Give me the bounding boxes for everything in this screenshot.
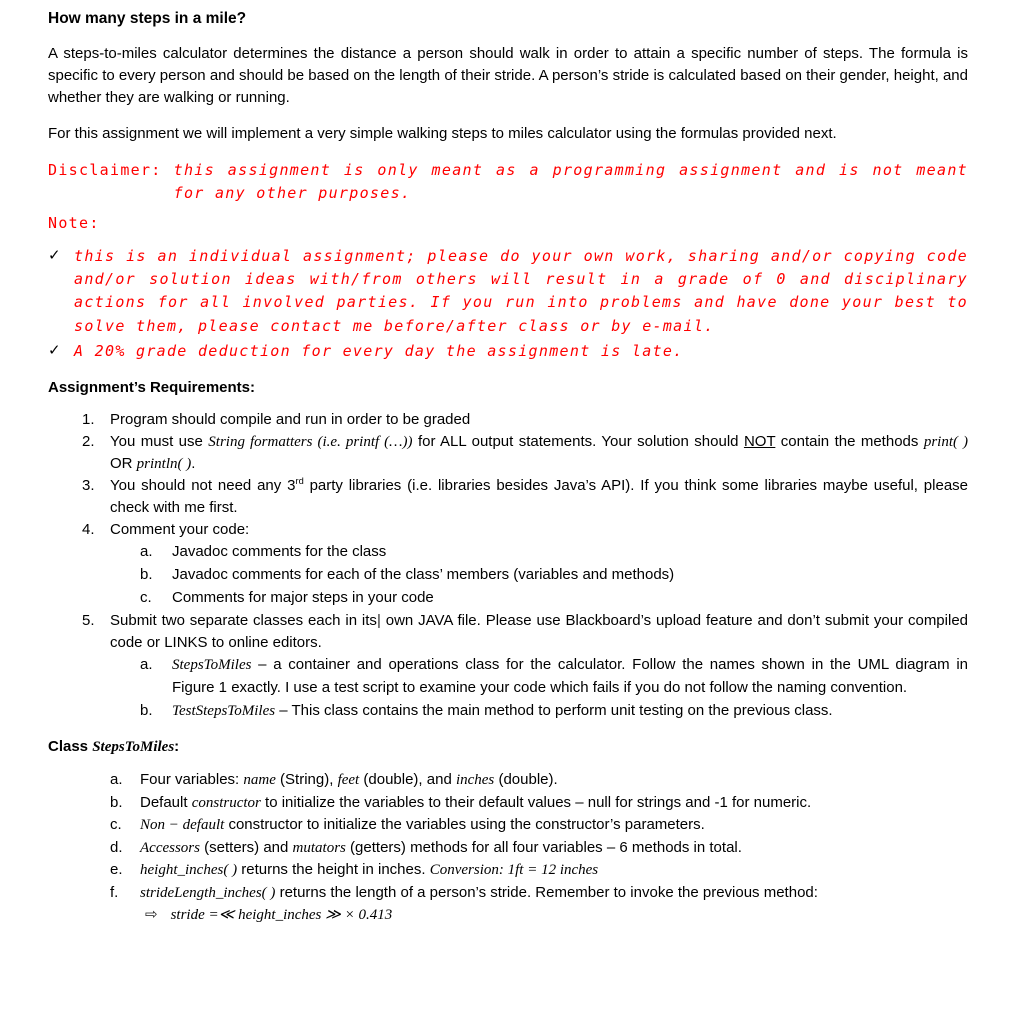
numbered-item: [82, 431, 968, 475]
sub-text: TestStepsToMiles – This class contains the main method to perform unit testing on the previous class.: [172, 701, 833, 719]
disclaimer-label: Disclaimer:: [48, 161, 162, 180]
class-item: [110, 882, 968, 905]
requirements-list: [48, 409, 968, 722]
note-item: [48, 245, 968, 338]
class-item-letter: e.: [110, 861, 123, 879]
sub-item: [140, 541, 968, 564]
class-item-text: height_inches( ) returns the height in inches. Conversion: 1ft = 12 inches: [140, 861, 599, 879]
sub-item: [140, 654, 968, 700]
class-item-letter: d.: [110, 838, 123, 856]
sub-text: StepsToMiles – a container and operations class for the calculator. Follow the names shown in the UML diagram in Figure 1 exactly. I use a test script to examine your code which fails if you do not follow the naming convention.: [172, 655, 968, 696]
numbered-item: [82, 519, 968, 541]
class-item: [110, 814, 968, 837]
class-item: [110, 859, 968, 882]
numbered-item: [82, 409, 968, 431]
class-item-text: Four variables: name (String), feet (double), and inches (double).: [140, 771, 558, 789]
intro-paragraph-2: For this assignment we will implement a very simple walking steps to miles calculator using the formulas provided next.: [48, 125, 837, 143]
item-text: You should not need any 3rd party libraries (i.e. libraries besides Java’s API). If you think some libraries maybe useful, please check with me first.: [110, 476, 968, 517]
note-text: this is an individual assignment; please do your own work, sharing and/or copying code and/or solution ideas with/from others will result in a grade of 0 and disciplinary actions for all involved parties. If you run into problems and have done your best to solve them, please contact me before/after class or by e-mail.: [74, 246, 968, 335]
sub-letter: b.: [140, 566, 153, 584]
class-item: [110, 792, 968, 815]
note-text: A 20% grade deduction for every day the assignment is late.: [74, 341, 684, 360]
item-number: 4.: [82, 521, 95, 539]
note-list: [48, 245, 968, 363]
sub-letter: a.: [140, 655, 153, 673]
numbered-item: [82, 475, 968, 519]
item-number: 1.: [82, 411, 95, 429]
stride-formula: ⇨ stride =≪ height_inches ≫ × 0.413: [145, 906, 393, 924]
checkmark-icon: ✓: [48, 340, 61, 359]
class-item-text: strideLength_inches( ) returns the length of a person’s stride. Remember to invoke the previous method:: [140, 883, 818, 901]
item-text: Comment your code:: [110, 521, 250, 539]
sub-item: [140, 700, 968, 723]
disclaimer-text: this assignment is only meant as a programming assignment and is not meant for any other purposes.: [173, 161, 968, 203]
item-number: 5.: [82, 611, 95, 629]
item-text: You must use String formatters (i.e. printf (…)) for ALL output statements. Your solution should NOT contain the methods print( ) OR println( ).: [110, 433, 969, 473]
class-item: [110, 769, 968, 792]
class-item: [110, 837, 968, 860]
doc-title: How many steps in a mile?: [48, 10, 247, 27]
class-item-letter: f.: [110, 883, 119, 901]
class-item-letter: c.: [110, 816, 122, 834]
numbered-item: [82, 610, 968, 654]
sub-text: Comments for major steps in your code: [172, 589, 434, 607]
sub-letter: c.: [140, 589, 152, 607]
class-item-text: Accessors (setters) and mutators (getters) methods for all four variables – 6 methods in total.: [140, 838, 742, 856]
sub-item: [140, 564, 968, 587]
note-label: Note:: [48, 213, 100, 232]
disclaimer-block: [48, 159, 968, 206]
class-list: [48, 769, 968, 927]
sub-text: Javadoc comments for the class: [172, 543, 387, 561]
sub-letter: a.: [140, 543, 153, 561]
item-text: Submit two separate classes each in its| own JAVA file. Please use Blackboard’s upload feature and don’t submit your compiled code or LINKS to online editors.: [110, 611, 969, 651]
note-item: [48, 340, 968, 363]
class-item-text: Non − default constructor to initialize the variables using the constructor’s parameters.: [140, 816, 705, 834]
sub-text: Javadoc comments for each of the class’ members (variables and methods): [172, 566, 675, 584]
item-number: 3.: [82, 477, 95, 495]
sub-item: [140, 587, 968, 610]
class-item-letter: a.: [110, 771, 123, 789]
sub-letter: b.: [140, 701, 153, 719]
requirements-heading: Assignment’s Requirements:: [48, 379, 255, 397]
class-item-letter: b.: [110, 793, 123, 811]
checkmark-icon: ✓: [48, 245, 61, 264]
class-section-heading: Class StepsToMiles:: [48, 738, 180, 756]
class-item-text: Default constructor to initialize the variables to their default values – null for strings and -1 for numeric.: [140, 793, 812, 811]
item-text: Program should compile and run in order to be graded: [110, 411, 471, 429]
item-number: 2.: [82, 433, 95, 451]
intro-paragraph-1: A steps-to-miles calculator determines the distance a person should walk in order to attain a specific number of steps. The formula is specific to every person and should be based on the length of their stride. A person’s stride is calculated based on their gender, height, and whether they are walking or running.: [48, 45, 968, 107]
